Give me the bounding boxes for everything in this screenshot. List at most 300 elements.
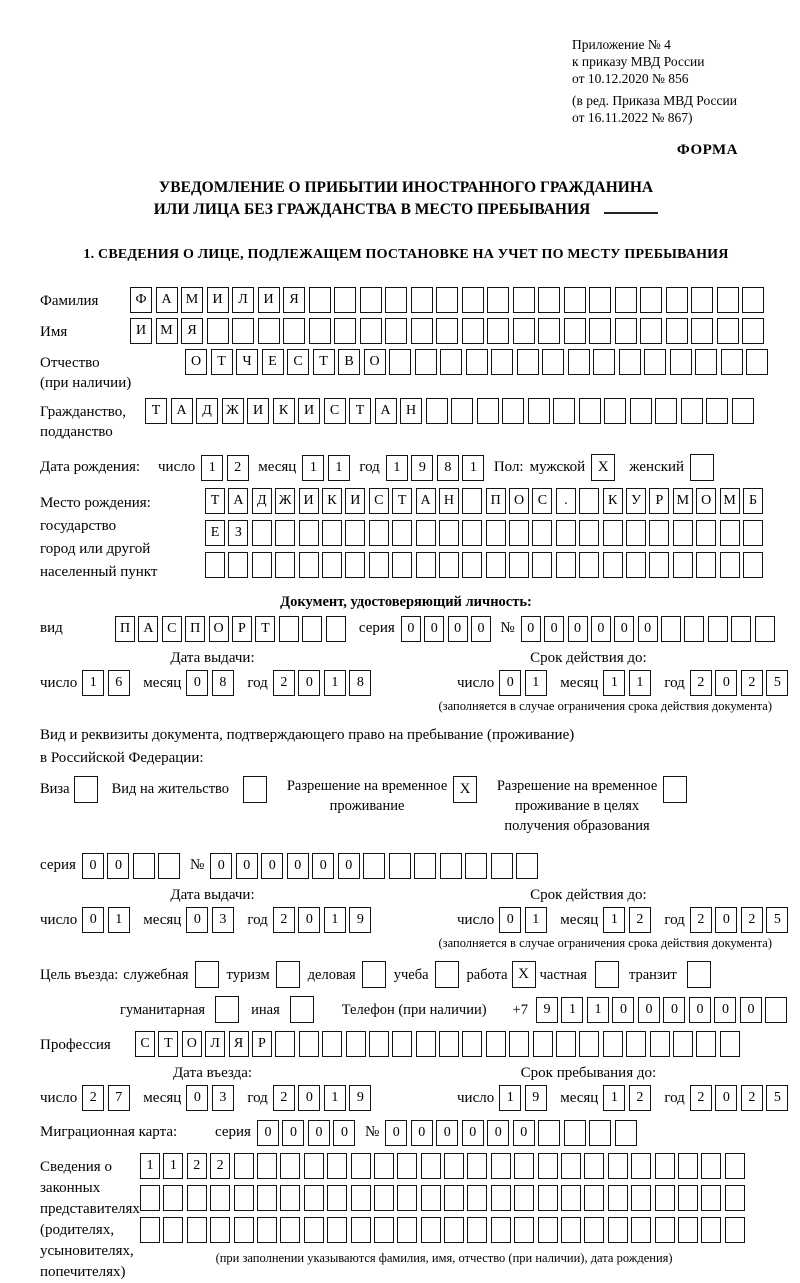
char-box[interactable] <box>280 1217 300 1243</box>
char-box[interactable] <box>579 552 599 578</box>
char-box[interactable] <box>486 1031 506 1057</box>
char-box[interactable] <box>326 616 346 642</box>
char-box[interactable]: О <box>364 349 386 375</box>
char-box[interactable] <box>538 1185 558 1211</box>
char-box[interactable]: В <box>338 349 360 375</box>
char-box[interactable] <box>717 318 739 344</box>
char-box[interactable] <box>440 853 462 879</box>
char-box[interactable] <box>743 552 763 578</box>
char-box[interactable] <box>681 398 703 424</box>
char-box[interactable]: 2 <box>741 670 763 696</box>
char-box[interactable] <box>140 1217 160 1243</box>
char-box[interactable]: 5 <box>766 1085 788 1111</box>
char-box[interactable]: У <box>626 488 646 514</box>
char-box[interactable] <box>392 552 412 578</box>
char-box[interactable]: 0 <box>261 853 283 879</box>
char-box[interactable] <box>655 1185 675 1211</box>
char-box[interactable]: 0 <box>282 1120 304 1146</box>
char-box[interactable] <box>440 349 462 375</box>
char-box[interactable]: Л <box>205 1031 225 1057</box>
char-box[interactable]: 0 <box>499 907 521 933</box>
purpose-work-checkbox[interactable]: X <box>512 961 536 988</box>
char-box[interactable]: 0 <box>689 997 711 1023</box>
char-box[interactable] <box>257 1217 277 1243</box>
char-box[interactable]: 0 <box>448 616 468 642</box>
temp-residence-edu-checkbox[interactable] <box>663 776 687 803</box>
char-box[interactable] <box>513 318 535 344</box>
char-box[interactable] <box>228 552 248 578</box>
char-box[interactable]: П <box>486 488 506 514</box>
char-box[interactable] <box>275 552 295 578</box>
char-box[interactable]: 9 <box>349 907 371 933</box>
char-box[interactable] <box>462 318 484 344</box>
char-box[interactable]: 3 <box>212 1085 234 1111</box>
visa-checkbox[interactable] <box>74 776 98 803</box>
char-box[interactable]: 2 <box>629 907 651 933</box>
char-box[interactable]: 6 <box>108 670 130 696</box>
char-box[interactable] <box>304 1217 324 1243</box>
char-box[interactable] <box>589 287 611 313</box>
char-box[interactable]: С <box>162 616 182 642</box>
char-box[interactable]: Т <box>255 616 275 642</box>
char-box[interactable] <box>309 318 331 344</box>
char-box[interactable]: А <box>375 398 397 424</box>
char-box[interactable] <box>205 552 225 578</box>
char-box[interactable] <box>133 853 155 879</box>
char-box[interactable]: 1 <box>525 670 547 696</box>
char-box[interactable]: К <box>273 398 295 424</box>
char-box[interactable]: С <box>287 349 309 375</box>
char-box[interactable]: 2 <box>629 1085 651 1111</box>
char-box[interactable] <box>608 1153 628 1179</box>
purpose-private-checkbox[interactable] <box>595 961 619 988</box>
char-box[interactable] <box>462 1031 482 1057</box>
char-box[interactable]: 1 <box>324 1085 346 1111</box>
char-box[interactable]: 1 <box>603 670 625 696</box>
char-box[interactable]: К <box>322 488 342 514</box>
purpose-business-checkbox[interactable] <box>362 961 386 988</box>
char-box[interactable] <box>538 287 560 313</box>
char-box[interactable] <box>487 287 509 313</box>
char-box[interactable] <box>374 1217 394 1243</box>
char-box[interactable]: 0 <box>740 997 762 1023</box>
char-box[interactable] <box>444 1153 464 1179</box>
char-box[interactable] <box>462 287 484 313</box>
char-box[interactable] <box>514 1217 534 1243</box>
char-box[interactable]: Ч <box>236 349 258 375</box>
char-box[interactable] <box>487 318 509 344</box>
char-box[interactable] <box>451 398 473 424</box>
char-box[interactable] <box>538 1217 558 1243</box>
char-box[interactable] <box>421 1217 441 1243</box>
char-box[interactable] <box>462 552 482 578</box>
char-box[interactable] <box>701 1217 721 1243</box>
char-box[interactable] <box>210 1185 230 1211</box>
char-box[interactable] <box>257 1185 277 1211</box>
char-box[interactable] <box>517 349 539 375</box>
char-box[interactable]: 1 <box>386 455 408 481</box>
char-box[interactable]: И <box>247 398 269 424</box>
char-box[interactable]: И <box>258 287 280 313</box>
char-box[interactable] <box>414 853 436 879</box>
char-box[interactable]: Т <box>313 349 335 375</box>
char-box[interactable] <box>275 520 295 546</box>
char-box[interactable] <box>649 520 669 546</box>
char-box[interactable] <box>673 520 693 546</box>
char-box[interactable] <box>327 1217 347 1243</box>
char-box[interactable] <box>210 1217 230 1243</box>
char-box[interactable] <box>717 287 739 313</box>
char-box[interactable] <box>385 318 407 344</box>
char-box[interactable]: 0 <box>338 853 360 879</box>
char-box[interactable]: Я <box>181 318 203 344</box>
char-box[interactable] <box>416 520 436 546</box>
char-box[interactable]: А <box>138 616 158 642</box>
char-box[interactable]: 8 <box>437 455 459 481</box>
char-box[interactable]: М <box>673 488 693 514</box>
char-box[interactable] <box>334 287 356 313</box>
char-box[interactable] <box>608 1185 628 1211</box>
char-box[interactable] <box>389 853 411 879</box>
char-box[interactable] <box>416 552 436 578</box>
char-box[interactable] <box>436 287 458 313</box>
char-box[interactable] <box>322 1031 342 1057</box>
char-box[interactable]: Ж <box>275 488 295 514</box>
char-box[interactable] <box>640 318 662 344</box>
char-box[interactable] <box>421 1153 441 1179</box>
char-box[interactable] <box>252 520 272 546</box>
sex-female-checkbox[interactable] <box>690 454 714 481</box>
temp-residence-checkbox[interactable]: X <box>453 776 477 803</box>
char-box[interactable] <box>695 349 717 375</box>
char-box[interactable]: Д <box>252 488 272 514</box>
char-box[interactable] <box>626 552 646 578</box>
char-box[interactable] <box>584 1153 604 1179</box>
char-box[interactable] <box>678 1153 698 1179</box>
char-box[interactable] <box>416 1031 436 1057</box>
purpose-other-checkbox[interactable] <box>290 996 314 1023</box>
char-box[interactable] <box>346 1031 366 1057</box>
char-box[interactable] <box>516 853 538 879</box>
char-box[interactable] <box>374 1185 394 1211</box>
char-box[interactable]: 0 <box>298 907 320 933</box>
purpose-transit-checkbox[interactable] <box>687 961 711 988</box>
char-box[interactable]: О <box>696 488 716 514</box>
char-box[interactable]: 2 <box>273 670 295 696</box>
char-box[interactable] <box>232 318 254 344</box>
char-box[interactable] <box>369 1031 389 1057</box>
char-box[interactable]: 2 <box>690 907 712 933</box>
char-box[interactable]: О <box>185 349 207 375</box>
char-box[interactable] <box>673 1031 693 1057</box>
char-box[interactable] <box>691 318 713 344</box>
char-box[interactable] <box>389 349 411 375</box>
char-box[interactable] <box>579 488 599 514</box>
char-box[interactable] <box>509 552 529 578</box>
char-box[interactable] <box>556 552 576 578</box>
char-box[interactable]: 1 <box>603 907 625 933</box>
char-box[interactable]: 1 <box>82 670 104 696</box>
char-box[interactable]: 0 <box>424 616 444 642</box>
char-box[interactable] <box>299 1031 319 1057</box>
char-box[interactable] <box>608 1217 628 1243</box>
char-box[interactable]: Т <box>349 398 371 424</box>
char-box[interactable]: 0 <box>499 670 521 696</box>
char-box[interactable]: 1 <box>201 455 223 481</box>
char-box[interactable] <box>509 520 529 546</box>
char-box[interactable] <box>708 616 728 642</box>
char-box[interactable] <box>351 1217 371 1243</box>
char-box[interactable]: М <box>720 488 740 514</box>
char-box[interactable]: С <box>532 488 552 514</box>
char-box[interactable] <box>755 616 775 642</box>
char-box[interactable] <box>561 1153 581 1179</box>
char-box[interactable] <box>411 318 433 344</box>
char-box[interactable] <box>589 318 611 344</box>
char-box[interactable]: 0 <box>462 1120 484 1146</box>
char-box[interactable]: Е <box>262 349 284 375</box>
char-box[interactable]: 0 <box>715 1085 737 1111</box>
char-box[interactable] <box>257 1153 277 1179</box>
char-box[interactable] <box>491 349 513 375</box>
char-box[interactable] <box>163 1217 183 1243</box>
char-box[interactable]: Я <box>283 287 305 313</box>
char-box[interactable] <box>731 616 751 642</box>
char-box[interactable] <box>706 398 728 424</box>
char-box[interactable]: 0 <box>385 1120 407 1146</box>
char-box[interactable] <box>467 1153 487 1179</box>
char-box[interactable] <box>252 552 272 578</box>
char-box[interactable]: 1 <box>324 670 346 696</box>
char-box[interactable] <box>556 1031 576 1057</box>
purpose-tourism-checkbox[interactable] <box>276 961 300 988</box>
char-box[interactable] <box>670 349 692 375</box>
char-box[interactable] <box>615 287 637 313</box>
char-box[interactable] <box>426 398 448 424</box>
char-box[interactable]: С <box>369 488 389 514</box>
char-box[interactable] <box>720 552 740 578</box>
char-box[interactable] <box>538 1120 560 1146</box>
char-box[interactable] <box>678 1185 698 1211</box>
char-box[interactable] <box>299 552 319 578</box>
char-box[interactable]: З <box>228 520 248 546</box>
char-box[interactable] <box>603 552 623 578</box>
char-box[interactable]: 0 <box>401 616 421 642</box>
char-box[interactable] <box>528 398 550 424</box>
char-box[interactable]: Р <box>232 616 252 642</box>
char-box[interactable]: И <box>298 398 320 424</box>
char-box[interactable]: 0 <box>715 670 737 696</box>
char-box[interactable] <box>765 997 787 1023</box>
char-box[interactable] <box>304 1185 324 1211</box>
char-box[interactable] <box>626 520 646 546</box>
char-box[interactable] <box>258 318 280 344</box>
char-box[interactable] <box>514 1153 534 1179</box>
char-box[interactable]: Р <box>252 1031 272 1057</box>
char-box[interactable] <box>721 349 743 375</box>
char-box[interactable]: 0 <box>236 853 258 879</box>
char-box[interactable] <box>369 552 389 578</box>
char-box[interactable] <box>299 520 319 546</box>
char-box[interactable] <box>691 287 713 313</box>
char-box[interactable] <box>742 318 764 344</box>
char-box[interactable]: П <box>185 616 205 642</box>
char-box[interactable]: 0 <box>638 997 660 1023</box>
char-box[interactable]: 1 <box>140 1153 160 1179</box>
char-box[interactable] <box>491 1153 511 1179</box>
char-box[interactable]: Т <box>392 488 412 514</box>
char-box[interactable] <box>631 1153 651 1179</box>
char-box[interactable] <box>604 398 626 424</box>
char-box[interactable] <box>589 1120 611 1146</box>
char-box[interactable] <box>514 1185 534 1211</box>
char-box[interactable] <box>345 552 365 578</box>
char-box[interactable]: О <box>209 616 229 642</box>
char-box[interactable]: И <box>345 488 365 514</box>
char-box[interactable] <box>369 520 389 546</box>
char-box[interactable]: 2 <box>741 907 763 933</box>
char-box[interactable]: Л <box>232 287 254 313</box>
char-box[interactable] <box>397 1153 417 1179</box>
purpose-official-checkbox[interactable] <box>195 961 219 988</box>
char-box[interactable] <box>649 552 669 578</box>
char-box[interactable] <box>579 398 601 424</box>
char-box[interactable]: 9 <box>411 455 433 481</box>
char-box[interactable] <box>553 398 575 424</box>
char-box[interactable] <box>568 349 590 375</box>
char-box[interactable] <box>279 616 299 642</box>
char-box[interactable] <box>513 287 535 313</box>
char-box[interactable] <box>720 1031 740 1057</box>
char-box[interactable] <box>392 1031 412 1057</box>
char-box[interactable]: 1 <box>163 1153 183 1179</box>
char-box[interactable] <box>696 1031 716 1057</box>
char-box[interactable] <box>439 552 459 578</box>
purpose-study-checkbox[interactable] <box>435 961 459 988</box>
char-box[interactable] <box>561 1217 581 1243</box>
char-box[interactable]: 0 <box>436 1120 458 1146</box>
char-box[interactable] <box>491 1217 511 1243</box>
char-box[interactable] <box>584 1217 604 1243</box>
char-box[interactable]: О <box>182 1031 202 1057</box>
char-box[interactable] <box>302 616 322 642</box>
char-box[interactable] <box>725 1153 745 1179</box>
char-box[interactable]: М <box>181 287 203 313</box>
char-box[interactable]: 0 <box>411 1120 433 1146</box>
char-box[interactable] <box>666 318 688 344</box>
char-box[interactable]: 2 <box>273 1085 295 1111</box>
char-box[interactable] <box>538 1153 558 1179</box>
char-box[interactable]: 1 <box>328 455 350 481</box>
char-box[interactable]: 2 <box>273 907 295 933</box>
char-box[interactable] <box>631 1217 651 1243</box>
char-box[interactable] <box>234 1217 254 1243</box>
char-box[interactable]: 0 <box>82 853 104 879</box>
char-box[interactable] <box>439 1031 459 1057</box>
char-box[interactable]: 0 <box>107 853 129 879</box>
char-box[interactable]: А <box>171 398 193 424</box>
char-box[interactable]: 0 <box>521 616 541 642</box>
char-box[interactable] <box>327 1185 347 1211</box>
char-box[interactable]: Я <box>229 1031 249 1057</box>
char-box[interactable]: 0 <box>298 1085 320 1111</box>
char-box[interactable]: 5 <box>766 670 788 696</box>
char-box[interactable]: 0 <box>663 997 685 1023</box>
char-box[interactable] <box>334 318 356 344</box>
char-box[interactable]: Т <box>158 1031 178 1057</box>
char-box[interactable] <box>439 520 459 546</box>
char-box[interactable] <box>486 520 506 546</box>
char-box[interactable] <box>725 1217 745 1243</box>
char-box[interactable] <box>509 1031 529 1057</box>
char-box[interactable] <box>467 1217 487 1243</box>
purpose-humanitarian-checkbox[interactable] <box>215 996 239 1023</box>
char-box[interactable] <box>720 520 740 546</box>
char-box[interactable]: 0 <box>257 1120 279 1146</box>
char-box[interactable] <box>309 287 331 313</box>
char-box[interactable]: 5 <box>766 907 788 933</box>
residence-permit-checkbox[interactable] <box>243 776 267 803</box>
char-box[interactable] <box>696 552 716 578</box>
char-box[interactable]: Е <box>205 520 225 546</box>
char-box[interactable]: 0 <box>568 616 588 642</box>
char-box[interactable] <box>360 318 382 344</box>
char-box[interactable] <box>207 318 229 344</box>
char-box[interactable] <box>684 616 704 642</box>
char-box[interactable] <box>603 520 623 546</box>
char-box[interactable]: 2 <box>187 1153 207 1179</box>
char-box[interactable] <box>626 1031 646 1057</box>
char-box[interactable] <box>467 1185 487 1211</box>
char-box[interactable] <box>374 1153 394 1179</box>
char-box[interactable] <box>158 853 180 879</box>
char-box[interactable] <box>275 1031 295 1057</box>
char-box[interactable] <box>363 853 385 879</box>
char-box[interactable]: 1 <box>108 907 130 933</box>
char-box[interactable] <box>385 287 407 313</box>
char-box[interactable]: К <box>603 488 623 514</box>
char-box[interactable]: 1 <box>302 455 324 481</box>
char-box[interactable] <box>444 1185 464 1211</box>
char-box[interactable] <box>579 520 599 546</box>
char-box[interactable]: 0 <box>714 997 736 1023</box>
char-box[interactable]: Т <box>145 398 167 424</box>
char-box[interactable] <box>283 318 305 344</box>
char-box[interactable]: 7 <box>108 1085 130 1111</box>
char-box[interactable] <box>650 1031 670 1057</box>
char-box[interactable]: 1 <box>324 907 346 933</box>
char-box[interactable]: 0 <box>614 616 634 642</box>
char-box[interactable] <box>579 1031 599 1057</box>
char-box[interactable]: 0 <box>471 616 491 642</box>
char-box[interactable] <box>661 616 681 642</box>
char-box[interactable]: 0 <box>612 997 634 1023</box>
char-box[interactable] <box>280 1153 300 1179</box>
char-box[interactable]: 0 <box>591 616 611 642</box>
char-box[interactable] <box>280 1185 300 1211</box>
char-box[interactable] <box>462 520 482 546</box>
char-box[interactable]: 0 <box>287 853 309 879</box>
char-box[interactable]: 0 <box>298 670 320 696</box>
char-box[interactable] <box>322 520 342 546</box>
char-box[interactable]: Н <box>400 398 422 424</box>
char-box[interactable] <box>746 349 768 375</box>
char-box[interactable]: М <box>156 318 178 344</box>
char-box[interactable] <box>397 1185 417 1211</box>
char-box[interactable] <box>322 552 342 578</box>
char-box[interactable] <box>630 398 652 424</box>
sex-male-checkbox[interactable]: X <box>591 454 615 481</box>
